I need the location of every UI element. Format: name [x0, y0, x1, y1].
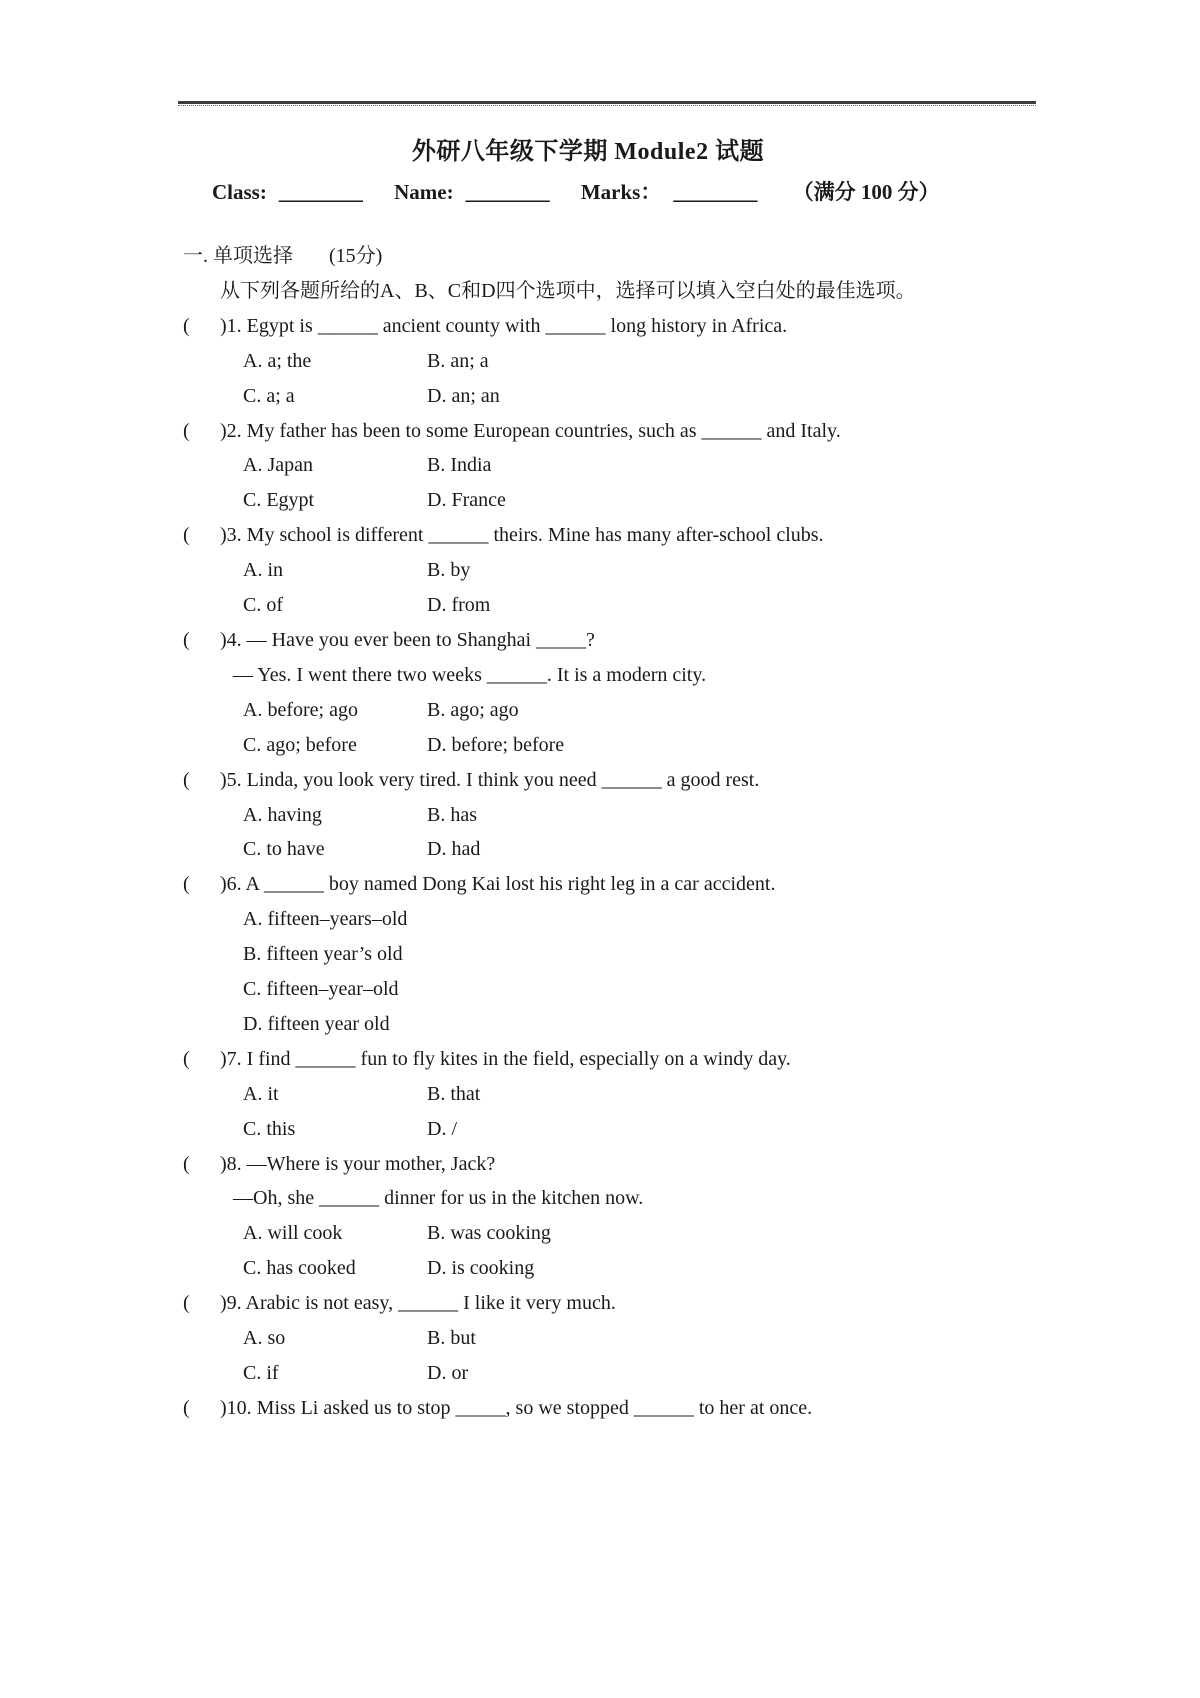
option: A. fifteen–years–old: [243, 908, 408, 931]
question-6-options: [243, 902, 1063, 1042]
header-divider: [178, 101, 1036, 106]
question-5: [183, 763, 1063, 868]
option: B. fifteen year’s old: [243, 943, 403, 966]
question-stem: )5. Linda, you look very tired. I think you need ______ a good rest.: [220, 768, 760, 791]
question-stem: )9. Arabic is not easy, ______ I like it very much.: [220, 1292, 616, 1315]
option: D. had: [427, 838, 481, 861]
option: C. fifteen–year–old: [243, 978, 399, 1001]
option: B. ago; ago: [427, 698, 519, 721]
section-heading: [183, 239, 1063, 274]
option: A. so: [243, 1327, 286, 1350]
option: C. a; a: [243, 384, 295, 407]
section-instruction: 从下列各题所给的A、B、C和D四个选项中，选择可以填入空白处的最佳选项。: [220, 279, 916, 302]
option: D. an; an: [427, 384, 500, 407]
answer-paren: (: [183, 314, 190, 337]
question-3-options: [243, 553, 1063, 623]
question-stem: )4. — Have you ever been to Shanghai _____?: [220, 628, 595, 651]
option: C. to have: [243, 838, 325, 861]
question-5-options: [243, 798, 1063, 868]
option: D. before; before: [427, 733, 565, 756]
question-8-continuation-1: —Oh, she ______ dinner for us in the kitchen now.: [233, 1187, 644, 1210]
question-stem: )3. My school is different ______ theirs. Mine has many after-school clubs.: [220, 524, 824, 547]
option: D. is cooking: [427, 1257, 535, 1280]
name-label: Name:: [394, 180, 454, 204]
option: A. it: [243, 1082, 279, 1105]
answer-paren: (: [183, 628, 190, 651]
option: B. has: [427, 803, 477, 826]
question-9-stem-line: [183, 1286, 1063, 1321]
option: C. ago; before: [243, 733, 357, 756]
question-stem: )2. My father has been to some European countries, such as ______ and Italy.: [220, 419, 841, 442]
marks-label: Marks：: [580, 180, 662, 204]
option: D. /: [427, 1117, 457, 1140]
option: C. Egypt: [243, 489, 315, 512]
option: C. of: [243, 594, 283, 617]
marks-blank: ________: [673, 180, 758, 204]
question-1-stem-line: [183, 309, 1063, 344]
class-blank: ________: [278, 180, 363, 204]
option: D. or: [427, 1362, 469, 1384]
question-1: [183, 309, 1063, 414]
question-5-stem-line: [183, 763, 1063, 798]
answer-paren: (: [183, 419, 190, 442]
answer-paren: (: [183, 873, 190, 896]
class-field: [212, 180, 363, 204]
section-heading-text: 一. 单项选择: [183, 245, 293, 267]
question-6: [183, 867, 1063, 1042]
question-9-options: [243, 1321, 1063, 1391]
question-stem: )6. A ______ boy named Dong Kai lost his right leg in a car accident.: [220, 873, 776, 896]
answer-paren: (: [183, 524, 190, 547]
option: A. having: [243, 803, 322, 826]
section-points: (15分): [329, 245, 383, 267]
section-one: [183, 239, 1063, 1426]
question-8-options: [243, 1216, 1063, 1286]
option: B. was cooking: [427, 1222, 551, 1245]
full-marks-note: （满分 100 分）: [792, 180, 940, 204]
question-7-options: [243, 1077, 1063, 1147]
question-2-options: [243, 448, 1063, 518]
info-line: [212, 176, 940, 206]
option: C. has cooked: [243, 1257, 356, 1280]
question-2: [183, 414, 1063, 519]
option: A. before; ago: [243, 698, 358, 721]
question-7-stem-line: [183, 1042, 1063, 1077]
question-4-stem-line: [183, 623, 1063, 658]
question-9: [183, 1286, 1063, 1391]
question-3: [183, 518, 1063, 623]
option: A. Japan: [243, 454, 313, 477]
question-2-stem-line: [183, 414, 1063, 449]
question-3-stem-line: [183, 518, 1063, 553]
question-stem: )8. —Where is your mother, Jack?: [220, 1152, 496, 1175]
option: A. will cook: [243, 1222, 343, 1245]
answer-paren: (: [183, 1396, 190, 1419]
option: B. but: [427, 1327, 476, 1350]
option: A. in: [243, 559, 283, 582]
question-1-options: [243, 344, 1063, 414]
option: D. fifteen year old: [243, 1012, 390, 1035]
question-6-stem-line: [183, 867, 1063, 902]
option: B. that: [427, 1082, 481, 1105]
question-10: [183, 1391, 1063, 1426]
option: C. if: [243, 1362, 279, 1384]
question-4: [183, 623, 1063, 763]
question-8: [183, 1147, 1063, 1287]
page-title: 外研八年级下学期 Module2 试题: [411, 139, 765, 165]
class-label: Class:: [212, 180, 267, 204]
answer-paren: (: [183, 1047, 190, 1070]
name-field: [394, 180, 549, 204]
answer-paren: (: [183, 1152, 190, 1175]
question-4-continuation-1: — Yes. I went there two weeks ______. It is a modern city.: [233, 663, 707, 686]
question-10-stem-line: [183, 1391, 1063, 1426]
question-8-stem-line: [183, 1147, 1063, 1182]
question-4-options: [243, 693, 1063, 763]
question-stem: )10. Miss Li asked us to stop _____, so we stopped ______ to her at once.: [220, 1396, 813, 1419]
name-blank: ________: [465, 180, 550, 204]
question-stem: )1. Egypt is ______ ancient county with ______ long history in Africa.: [220, 314, 788, 337]
option: C. this: [243, 1117, 296, 1140]
answer-paren: (: [183, 768, 190, 791]
option: B. India: [427, 454, 492, 477]
option: D. from: [427, 594, 491, 617]
question-7: [183, 1042, 1063, 1147]
option: D. France: [427, 489, 506, 512]
marks-field: [581, 180, 758, 204]
question-list: [183, 309, 1063, 1426]
question-stem: )7. I find ______ fun to fly kites in the field, especially on a windy day.: [220, 1047, 791, 1070]
option: B. by: [427, 559, 471, 582]
option: A. a; the: [243, 349, 312, 372]
answer-paren: (: [183, 1292, 190, 1315]
option: B. an; a: [427, 349, 489, 372]
